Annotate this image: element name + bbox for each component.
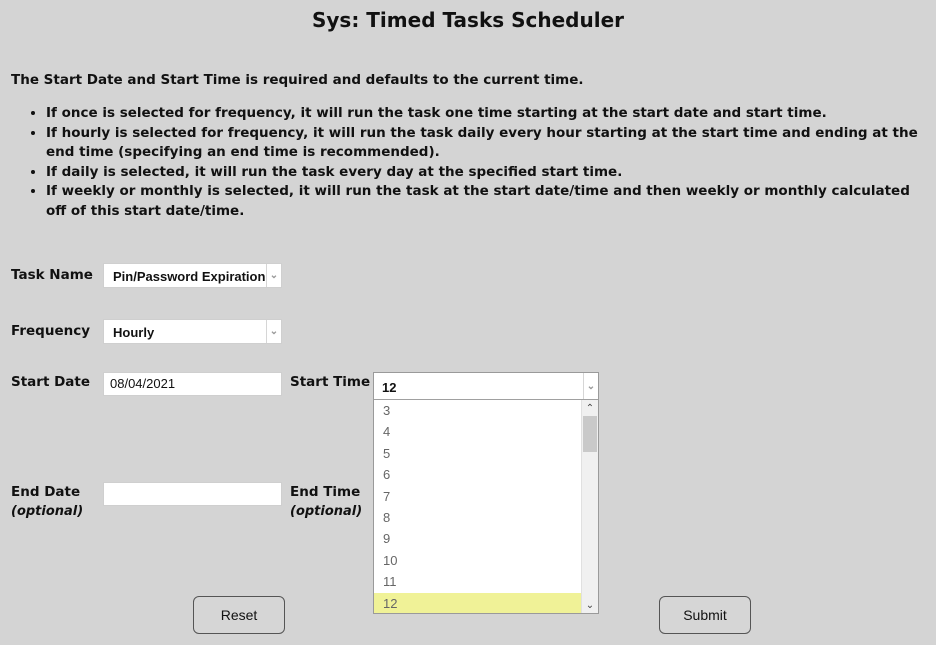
- option-10[interactable]: 10: [383, 552, 398, 568]
- option-12[interactable]: 12: [374, 593, 581, 613]
- end-time-label-text: End Time: [290, 484, 361, 500]
- instruction-once: • If once is selected for frequency, it will run the task one time starting at the start date and start time.: [46, 104, 926, 124]
- option-11[interactable]: 11: [383, 574, 397, 590]
- end-time-label: [290, 483, 362, 521]
- option-5[interactable]: 5: [383, 445, 391, 461]
- instruction-daily: • If daily is selected, it will run the task every day at the specified start time.: [46, 163, 926, 183]
- option-3[interactable]: 3: [383, 403, 391, 418]
- chevron-down-icon: ⌄: [583, 373, 598, 399]
- instruction-weekly-monthly: • If weekly or monthly is selected, it will run the task at the start date/time and then weekly or monthly calculated off of this start date/time.: [46, 182, 926, 221]
- option-6[interactable]: 6: [383, 467, 391, 483]
- scrollbar-thumb[interactable]: [583, 416, 597, 452]
- task-name-select[interactable]: [103, 263, 282, 288]
- start-time-dropdown[interactable]: [373, 372, 599, 614]
- start-time-value: 12: [382, 380, 397, 395]
- start-date-label: Start Date: [11, 374, 91, 390]
- option-9[interactable]: 9: [383, 531, 391, 547]
- reset-button[interactable]: Reset: [193, 596, 285, 634]
- start-time-label: Start Time: [290, 374, 371, 390]
- frequency-label: Frequency: [11, 323, 91, 339]
- chevron-down-icon: ⌄: [266, 264, 281, 287]
- chevron-down-icon: ⌄: [266, 320, 281, 343]
- start-time-options: [374, 400, 581, 613]
- frequency-value: Hourly: [113, 325, 155, 340]
- intro-text: The Start Date and Start Time is required and defaults to the current time.: [11, 72, 584, 88]
- scroll-up-icon[interactable]: ⌃: [585, 402, 595, 414]
- option-8[interactable]: 8: [383, 509, 391, 525]
- task-name-value: Pin/Password Expiration: [113, 269, 266, 284]
- end-date-label: [11, 483, 83, 521]
- start-time-select[interactable]: [374, 373, 598, 400]
- option-4[interactable]: 4: [383, 424, 391, 440]
- dropdown-scrollbar[interactable]: [581, 400, 598, 613]
- scroll-down-icon[interactable]: ⌄: [585, 599, 595, 611]
- end-date-optional: (optional): [11, 504, 84, 519]
- option-7[interactable]: 7: [383, 488, 391, 504]
- end-time-optional: (optional): [290, 504, 363, 519]
- instruction-hourly: • If hourly is selected for frequency, it will run the task daily every hour starting at the start time and ending at the end time (specifying an end time is recommended).: [46, 124, 926, 163]
- end-date-label-text: End Date: [11, 484, 81, 500]
- submit-button[interactable]: Submit: [659, 596, 751, 634]
- end-date-field[interactable]: [103, 482, 282, 506]
- task-name-label: Task Name: [11, 267, 93, 283]
- start-date-field[interactable]: 08/04/2021: [103, 372, 282, 396]
- page-title: Sys: Timed Tasks Scheduler: [311, 8, 625, 32]
- instruction-list: [28, 104, 926, 221]
- frequency-select[interactable]: [103, 319, 282, 344]
